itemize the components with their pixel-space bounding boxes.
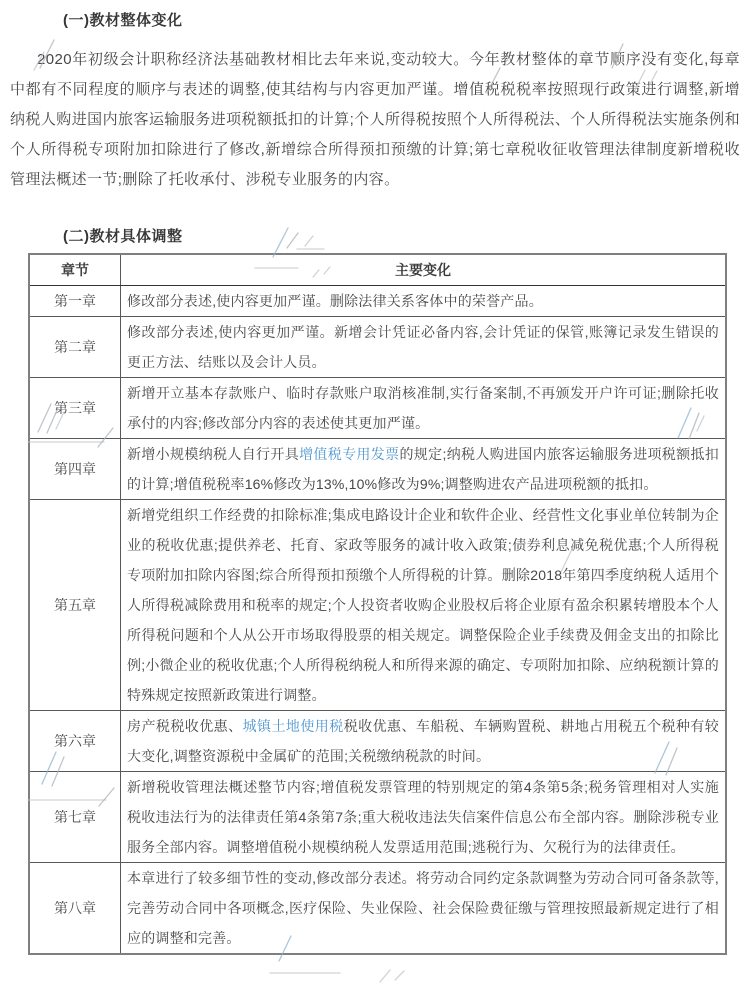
chapter-cell: 第一章: [29, 286, 121, 317]
section-2-heading: (二)教材具体调整: [63, 228, 183, 245]
chapter-cell: 第七章: [29, 772, 121, 863]
column-header-main-changes: 主要变化: [121, 254, 727, 286]
chapter-cell: 第八章: [29, 863, 121, 955]
table-row: [29, 500, 726, 711]
changes-cell: 修改部分表述,使内容更加严谨。删除法律关系客体中的荣誉产品。: [121, 286, 727, 317]
table-row: [29, 317, 726, 378]
changes-cell: 新增税收管理法概述整节内容;增值税发票管理的特别规定的第4条第5条;税务管理相对人实施税收违法行为的法律责任第4条第7条;重大税收违法失信案件信息公布全部内容。删除涉税专业服务全部内容。调整增值税小规模纳税人发票适用范围;逃税行为、欠税行为的法律责任。: [121, 772, 727, 863]
table-row: [29, 772, 726, 863]
changes-cell: 房产税税收优惠、城镇土地使用税税收优惠、车船税、车辆购置税、耕地占用税五个税种有较大变化,调整资源税中金属矿的范围;关税缴纳税款的时间。: [121, 711, 727, 772]
table-row: [29, 863, 726, 955]
chapter-cell: 第五章: [29, 500, 121, 711]
table-row: [29, 286, 726, 317]
inline-term-link[interactable]: 城镇土地使用税: [242, 718, 344, 734]
changes-cell: 新增开立基本存款账户、临时存款账户取消核准制,实行备案制,不再颁发开户许可证;删除托收承付的内容;修改部分内容的表述使其更加严谨。: [121, 378, 727, 439]
inline-term-link[interactable]: 增值税专用发票: [299, 446, 400, 462]
section-1-paragraph: 2020年初级会计职称经济法基础教材相比去年来说,变动较大。今年教材整体的章节顺序没有变化,每章中都有不同程度的顺序与表述的调整,使其结构与内容更加严谨。增值税税税率按照现行政策进行调整,新增纳税人购进国内旅客运输服务进项税额抵扣的计算;个人所得税按照个人所得税法、个人所得税法实施条例和个人所得税专项附加扣除进行了修改,新增综合所得预扣预缴的计算;第七章税收征收管理法律制度新增税收管理法概述一节;删除了托收承付、涉税专业服务的内容。: [10, 51, 740, 188]
column-header-chapter: 章节: [29, 254, 121, 286]
chapter-cell: 第三章: [29, 378, 121, 439]
textbook-changes-table: [28, 253, 727, 955]
table-row: [29, 439, 726, 500]
chapter-cell: 第六章: [29, 711, 121, 772]
table-row: [29, 711, 726, 772]
chapter-cell: 第二章: [29, 317, 121, 378]
section-1-heading: (一)教材整体变化: [63, 12, 183, 29]
table-row: [29, 378, 726, 439]
changes-cell: 新增党组织工作经费的扣除标准;集成电路设计企业和软件企业、经营性文化事业单位转制为企业的税收优惠;提供养老、托育、家政等服务的减计收入政策;债券利息减免税优惠;个人所得税专项附加扣除内容图;综合所得预扣预缴个人所得税的计算。删除2018年第四季度纳税人适用个人所得税减除费用和税率的规定;个人投资者收购企业股权后将企业原有盈余积累转增股本个人所得税问题和个人从公开市场取得股票的相关规定。调整保险企业手续费及佣金支出的扣除比例;小微企业的税收优惠;个人所得税纳税人和所得来源的确定、专项附加扣除、应纳税额计算的特殊规定按照新政策进行调整。: [121, 500, 727, 711]
changes-cell: 修改部分表述,使内容更加严谨。新增会计凭证必备内容,会计凭证的保管,账簿记录发生错误的更正方法、结账以及会计人员。: [121, 317, 727, 378]
chapter-cell: 第四章: [29, 439, 121, 500]
changes-cell: 本章进行了较多细节性的变动,修改部分表述。将劳动合同约定条款调整为劳动合同可备条款等,完善劳动合同中各项概念,医疗保险、失业保险、社会保险费征缴与管理按照最新规定进行了相应的调整和完善。: [121, 863, 727, 955]
changes-cell: 新增小规模纳税人自行开具增值税专用发票的规定;纳税人购进国内旅客运输服务进项税额抵扣的计算;增值税税率16%修改为13%,10%修改为9%;调整购进农产品进项税额的抵扣。: [121, 439, 727, 500]
table-header-row: [29, 254, 726, 286]
